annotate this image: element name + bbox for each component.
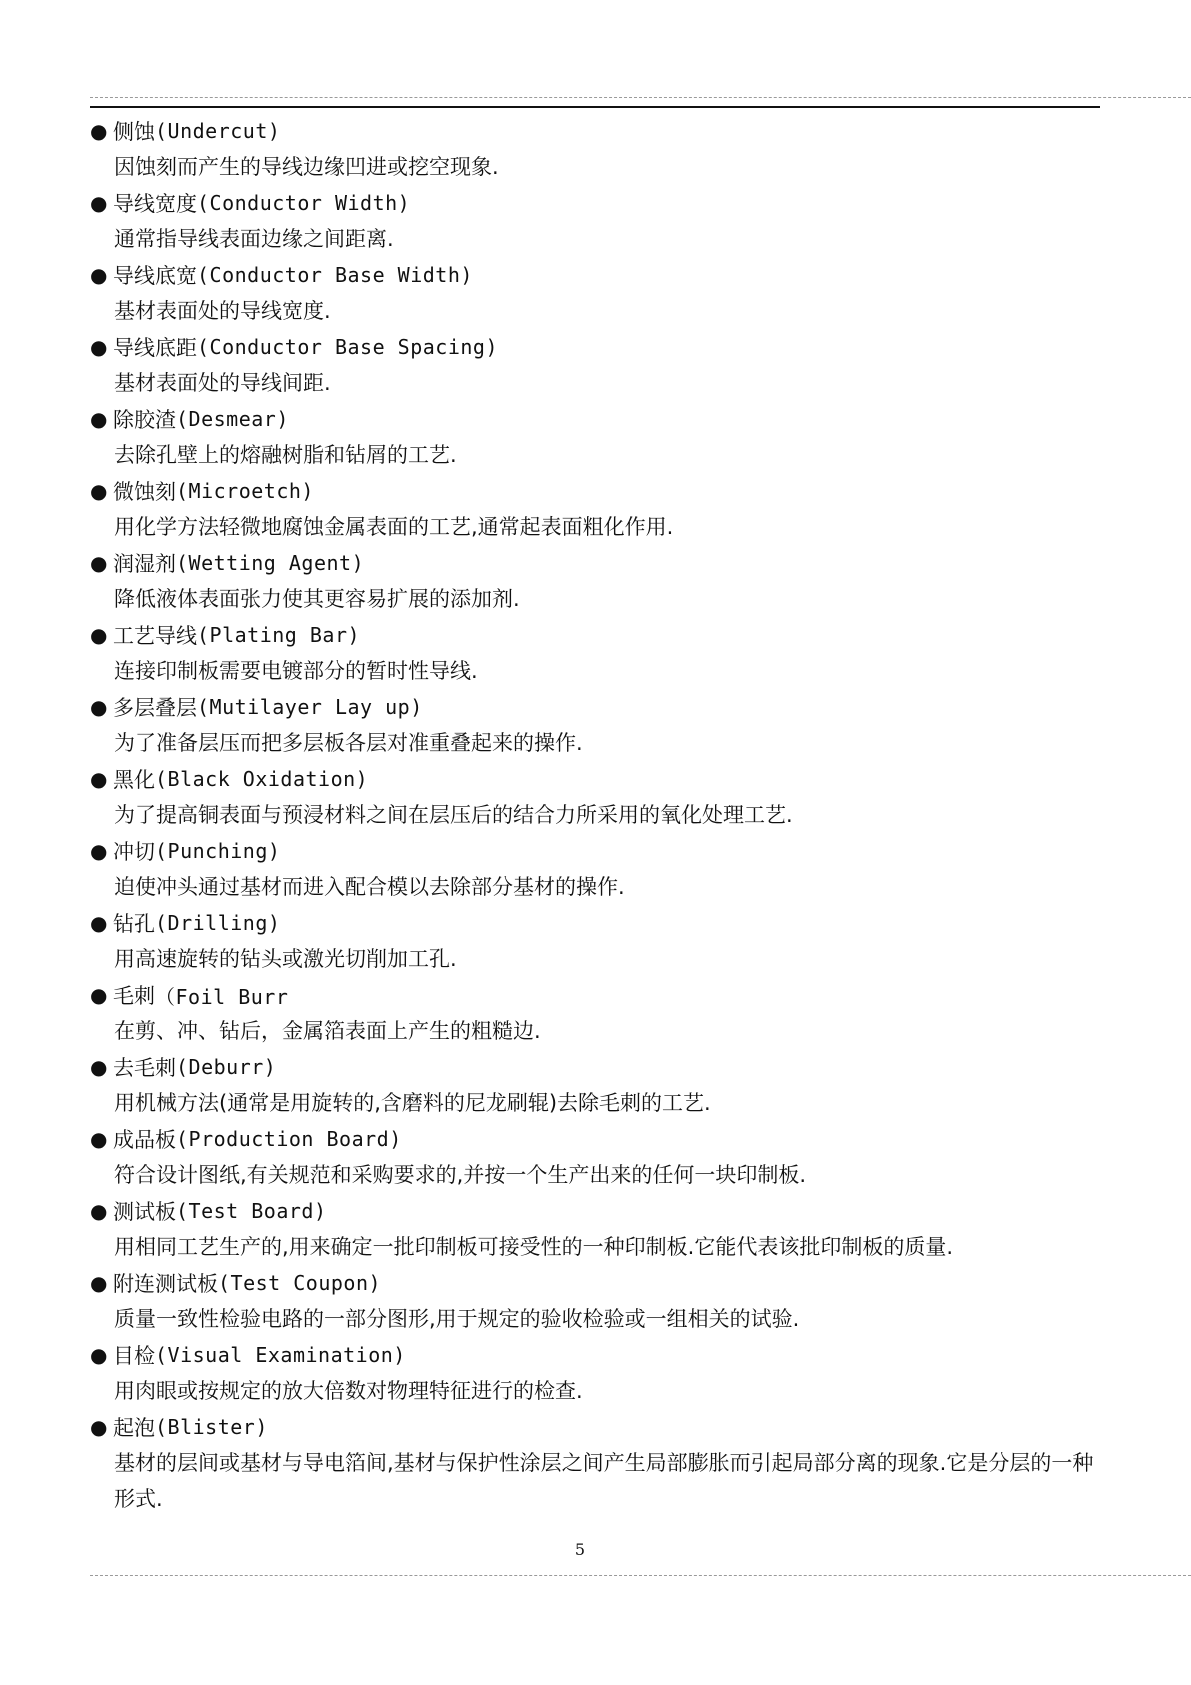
term-heading	[90, 833, 1100, 869]
term-heading	[90, 473, 1100, 509]
bullet-icon: ●	[90, 983, 108, 1007]
term-heading	[90, 257, 1100, 293]
bullet-icon: ●	[90, 1199, 108, 1223]
term-definition: 用机械方法(通常是用旋转的,含磨料的尼龙刷辊)去除毛刺的工艺.	[114, 1091, 711, 1115]
bullet-icon: ●	[90, 767, 108, 791]
term-heading	[90, 689, 1100, 725]
glossary-entry-deburr	[90, 1049, 1100, 1121]
term-name: 工艺导线	[113, 624, 197, 648]
term-english: （Foil Burr	[155, 984, 289, 1009]
bullet-icon: ●	[90, 1271, 108, 1295]
term-name: 钻孔	[113, 912, 155, 936]
term-name: 目检	[113, 1344, 155, 1368]
term-definition: 为了准备层压而把多层板各层对准重叠起来的操作.	[114, 731, 583, 755]
term-name: 导线宽度	[113, 192, 197, 216]
term-definition: 连接印制板需要电镀部分的暂时性导线.	[114, 659, 478, 683]
glossary-entry-conductor-width	[90, 185, 1100, 257]
bullet-icon: ●	[90, 263, 108, 287]
term-definition: 基材表面处的导线间距.	[114, 371, 331, 395]
bullet-icon: ●	[90, 551, 108, 575]
glossary-entry-drilling	[90, 905, 1100, 977]
term-heading	[90, 1265, 1100, 1301]
term-english: (Undercut)	[155, 119, 281, 143]
term-english: (Conductor Base Width)	[197, 263, 473, 287]
term-english: (Deburr)	[176, 1055, 277, 1079]
bullet-icon: ●	[90, 623, 108, 647]
term-definition: 降低液体表面张力使其更容易扩展的添加剂.	[114, 587, 520, 611]
term-heading	[90, 905, 1100, 941]
term-definition: 为了提高铜表面与预浸材料之间在层压后的结合力所采用的氧化处理工艺.	[114, 803, 793, 827]
glossary-entry-production-board	[90, 1121, 1100, 1193]
term-heading	[90, 401, 1100, 437]
term-definition: 用高速旋转的钻头或激光切削加工孔.	[114, 947, 457, 971]
glossary-entry-visual-examination	[90, 1337, 1100, 1409]
bullet-icon: ●	[90, 119, 108, 143]
term-name: 润湿剂	[113, 552, 176, 576]
header-dashed-line	[90, 97, 1191, 98]
glossary-entry-desmear	[90, 401, 1100, 473]
bullet-icon: ●	[90, 695, 108, 719]
term-name: 多层叠层	[113, 696, 197, 720]
term-english: (Mutilayer Lay up)	[197, 695, 423, 719]
term-definition: 符合设计图纸,有关规范和采购要求的,并按一个生产出来的任何一块印制板.	[114, 1163, 807, 1187]
page-number: 5	[574, 1540, 586, 1559]
term-english: (Black Oxidation)	[155, 767, 369, 791]
bullet-icon: ●	[90, 1343, 108, 1367]
term-heading	[90, 1409, 1100, 1445]
glossary-entry-multilayer-lay-up	[90, 689, 1100, 761]
term-english: (Blister)	[155, 1415, 268, 1439]
bullet-icon: ●	[90, 839, 108, 863]
term-heading	[90, 977, 1100, 1013]
term-english: (Visual Examination)	[155, 1343, 406, 1367]
term-name: 起泡	[113, 1416, 155, 1440]
term-definition: 因蚀刻而产生的导线边缘凹进或挖空现象.	[114, 155, 499, 179]
term-english: (Test Board)	[176, 1199, 327, 1223]
term-english: (Microetch)	[176, 479, 314, 503]
bullet-icon: ●	[90, 191, 108, 215]
glossary-entry-blister	[90, 1409, 1100, 1517]
term-name: 测试板	[113, 1200, 176, 1224]
bullet-icon: ●	[90, 1415, 108, 1439]
term-english: (Conductor Width)	[197, 191, 411, 215]
glossary-entry-undercut	[90, 113, 1100, 185]
term-definition: 用化学方法轻微地腐蚀金属表面的工艺,通常起表面粗化作用.	[114, 515, 674, 539]
bullet-icon: ●	[90, 1127, 108, 1151]
term-definition: 通常指导线表面边缘之间距离.	[114, 227, 394, 251]
term-name: 毛刺	[113, 984, 155, 1008]
term-definition: 基材表面处的导线宽度.	[114, 299, 331, 323]
glossary-entry-punching	[90, 833, 1100, 905]
footer-dashed-line	[90, 1575, 1191, 1576]
bullet-icon: ●	[90, 479, 108, 503]
term-definition: 质量一致性检验电路的一部分图形,用于规定的验收检验或一组相关的试验.	[114, 1307, 800, 1331]
term-definition: 迫使冲头通过基材而进入配合模以去除部分基材的操作.	[114, 875, 625, 899]
glossary-entry-foil-burr	[90, 977, 1100, 1049]
term-name: 冲切	[113, 840, 155, 864]
term-definition: 在剪、冲、钻后，金属箔表面上产生的粗糙边.	[114, 1019, 541, 1043]
term-heading	[90, 1121, 1100, 1157]
term-heading	[90, 1337, 1100, 1373]
term-heading	[90, 617, 1100, 653]
term-name: 微蚀刻	[113, 480, 176, 504]
term-name: 黑化	[113, 768, 155, 792]
term-name: 导线底宽	[113, 264, 197, 288]
glossary-list	[90, 113, 1100, 1517]
term-heading	[90, 545, 1100, 581]
term-name: 侧蚀	[113, 120, 155, 144]
term-heading	[90, 113, 1100, 149]
glossary-entry-plating-bar	[90, 617, 1100, 689]
term-english: (Drilling)	[155, 911, 281, 935]
term-name: 成品板	[113, 1128, 176, 1152]
term-heading	[90, 329, 1100, 365]
term-definition: 去除孔壁上的熔融树脂和钻屑的工艺.	[114, 443, 457, 467]
header-rule	[90, 106, 1100, 108]
glossary-entry-black-oxidation	[90, 761, 1100, 833]
bullet-icon: ●	[90, 335, 108, 359]
glossary-entry-conductor-base-spacing	[90, 329, 1100, 401]
glossary-entry-microetch	[90, 473, 1100, 545]
term-english: (Desmear)	[176, 407, 289, 431]
term-english: (Test Coupon)	[218, 1271, 382, 1295]
term-english: (Punching)	[155, 839, 281, 863]
term-name: 附连测试板	[113, 1272, 218, 1296]
term-heading	[90, 761, 1100, 797]
bullet-icon: ●	[90, 407, 108, 431]
term-name: 除胶渣	[113, 408, 176, 432]
term-english: (Wetting Agent)	[176, 551, 365, 575]
term-heading	[90, 1049, 1100, 1085]
bullet-icon: ●	[90, 911, 108, 935]
glossary-entry-test-board	[90, 1193, 1100, 1265]
term-heading	[90, 1193, 1100, 1229]
glossary-entry-conductor-base-width	[90, 257, 1100, 329]
term-english: (Conductor Base Spacing)	[197, 335, 498, 359]
term-name: 导线底距	[113, 336, 197, 360]
glossary-entry-wetting-agent	[90, 545, 1100, 617]
glossary-entry-test-coupon	[90, 1265, 1100, 1337]
term-definition: 基材的层间或基材与导电箔间,基材与保护性涂层之间产生局部膨胀而引起局部分离的现象.它是分层的一种形式.	[114, 1451, 1094, 1511]
term-english: (Plating Bar)	[197, 623, 361, 647]
term-definition: 用肉眼或按规定的放大倍数对物理特征进行的检查.	[114, 1379, 583, 1403]
term-heading	[90, 185, 1100, 221]
bullet-icon: ●	[90, 1055, 108, 1079]
term-name: 去毛刺	[113, 1056, 176, 1080]
term-english: (Production Board)	[176, 1127, 402, 1151]
term-definition: 用相同工艺生产的,用来确定一批印制板可接受性的一种印制板.它能代表该批印制板的质量.	[114, 1235, 954, 1259]
